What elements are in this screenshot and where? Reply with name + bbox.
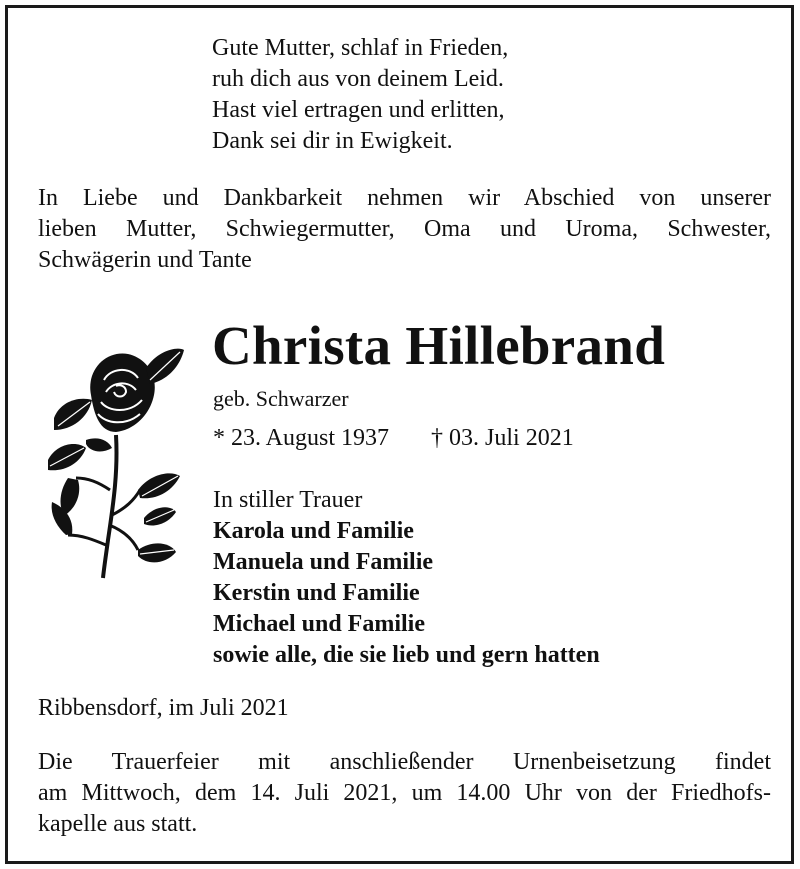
- maiden-name: geb. Schwarzer: [213, 386, 349, 411]
- poem-line: ruh dich aus von deinem Leid.: [212, 66, 504, 92]
- death-date: † 03. Juli 2021: [431, 425, 574, 451]
- service-line: am Mittwoch, dem 14. Juli 2021, um 14.00 Uhr von der Friedhofs-: [38, 780, 771, 806]
- service-line: Die Trauerfeier mit anschließender Urnenbeisetzung findet: [38, 749, 771, 775]
- life-dates: [213, 423, 574, 454]
- mourner-entry: Manuela und Familie: [213, 549, 434, 575]
- intro-line: In Liebe und Dankbarkeit nehmen wir Abschied von unserer: [38, 185, 771, 211]
- mourner-entry: Karola und Familie: [213, 518, 414, 544]
- intro-line: lieben Mutter, Schwiegermutter, Oma und Uroma, Schwester,: [38, 216, 771, 242]
- poem: [212, 33, 508, 157]
- poem-line: Hast viel ertragen und erlitten,: [212, 97, 505, 123]
- mourner-entry: Kerstin und Familie: [213, 580, 420, 606]
- poem-line: Gute Mutter, schlaf in Frieden,: [212, 35, 509, 61]
- mourners-list: [213, 485, 600, 671]
- intro-line: Schwägerin und Tante: [38, 247, 252, 273]
- mourner-entry: Michael und Familie: [213, 611, 425, 637]
- service-line: kapelle aus statt.: [38, 811, 198, 837]
- place-date: Ribbensdorf, im Juli 2021: [38, 695, 289, 721]
- mourners-intro: In stiller Trauer: [213, 487, 363, 513]
- obituary-frame: [5, 5, 794, 864]
- rose-icon: [46, 340, 186, 580]
- mourner-entry: sowie alle, die sie lieb und gern hatten: [213, 642, 600, 668]
- birth-date: * 23. August 1937: [213, 425, 390, 451]
- intro-paragraph: [38, 183, 771, 276]
- deceased-name: Christa Hillebrand: [212, 315, 666, 376]
- poem-line: Dank sei dir in Ewigkeit.: [212, 128, 453, 154]
- service-paragraph: [38, 747, 771, 840]
